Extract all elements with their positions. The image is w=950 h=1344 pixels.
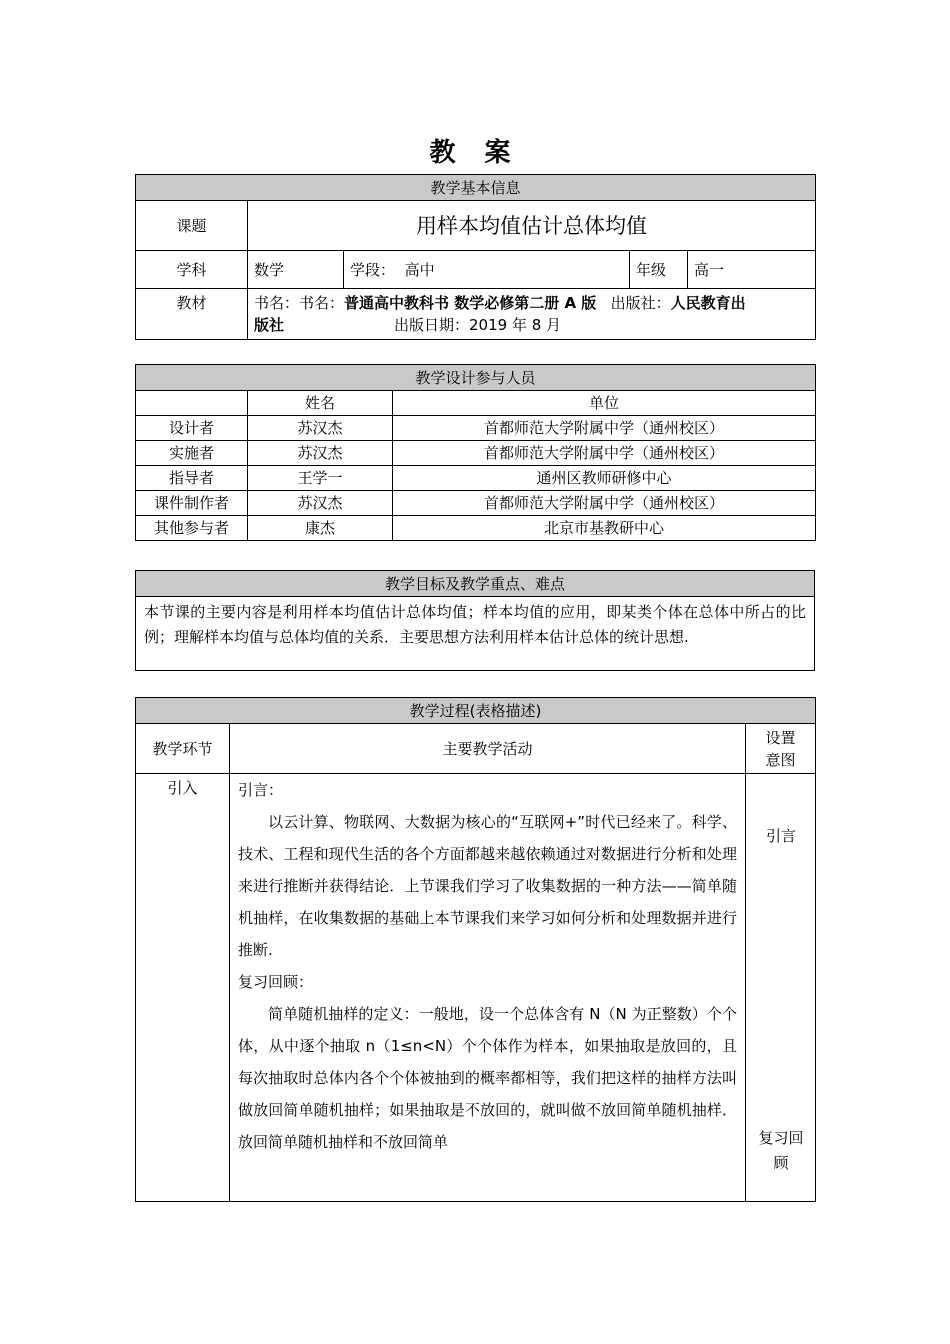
table-row [136, 441, 816, 466]
stage-value: 高中 [404, 260, 435, 279]
pub-date: 出版日期：2019 年 8 月 [394, 316, 562, 334]
staff-role: 设计者 [136, 416, 248, 441]
staff-unit: 首都师范大学附属中学（通州校区） [393, 416, 816, 441]
intent-intro: 引言 [765, 827, 796, 845]
stage-intro: 引入 [136, 774, 230, 1202]
intent-cell [746, 774, 816, 1202]
material-label: 教材 [136, 289, 248, 340]
goals-table [135, 570, 815, 671]
staff-role: 其他参与者 [136, 516, 248, 541]
material-prefix: 书名：书名： [254, 294, 345, 312]
stage-col-header: 教学环节 [136, 724, 230, 774]
goals-header: 教学目标及教学重点、难点 [136, 571, 815, 597]
staff-name: 苏汉杰 [248, 491, 393, 516]
subject-value: 数学 [248, 251, 344, 289]
staff-unit: 通州区教师研修中心 [393, 466, 816, 491]
activity-cell [230, 774, 746, 1202]
basic-info-table [135, 174, 816, 340]
activity-col-header: 主要教学活动 [230, 724, 746, 774]
staff-name: 康杰 [248, 516, 393, 541]
staff-name: 王学一 [248, 466, 393, 491]
staff-role-header [136, 391, 248, 416]
staff-header: 教学设计参与人员 [136, 365, 816, 391]
staff-name: 苏汉杰 [248, 441, 393, 466]
staff-unit: 北京市基教研中心 [393, 516, 816, 541]
review-label: 复习回顾： [238, 973, 314, 991]
grade-label: 年级 [630, 251, 688, 289]
topic-label: 课题 [136, 201, 248, 251]
document-title: 教 案 [429, 138, 521, 168]
process-table [135, 697, 816, 1202]
publisher-value-2: 版社 [254, 316, 285, 334]
staff-unit: 首都师范大学附属中学（通州校区） [393, 441, 816, 466]
table-row [136, 466, 816, 491]
goals-text: 本节课的主要内容是利用样本均值估计总体均值；样本均值的应用，即某类个体在总体中所占的比例；理解样本均值与总体均值的关系．主要思想方法利用样本估计总体的统计思想. [136, 597, 815, 671]
staff-table [135, 364, 816, 541]
staff-name: 苏汉杰 [248, 416, 393, 441]
publisher-label: 出版社： [610, 294, 671, 312]
staff-role: 指导者 [136, 466, 248, 491]
staff-unit-header: 单位 [393, 391, 816, 416]
intent-col-header: 设置意图 [746, 724, 816, 774]
table-row [136, 416, 816, 441]
material-value [248, 289, 816, 340]
review-text: 简单随机抽样的定义：一般地，设一个总体含有 N（N 为正整数）个个体，从中逐个抽取 n（1≤n<N）个个体作为样本，如果抽取是放回的，且每次抽取时总体内各个个体被抽到的概率都相等，我们把这样的抽样方法叫做放回简单随机抽样；如果抽取是不放回的，就叫做不放回简单随机抽样．放回简单随机抽样和不放回简单 [238, 1005, 737, 1151]
process-header: 教学过程(表格描述) [136, 698, 816, 724]
intent-review: 复习回顾 [758, 1129, 804, 1172]
basic-info-header: 教学基本信息 [136, 175, 816, 201]
intro-text: 以云计算、物联网、大数据为核心的“互联网+”时代已经来了。科学、技术、工程和现代生活的各个方面都越来越依赖通过对数据进行分析和处理来进行推断并获得结论．上节课我们学习了收集数据的一种方法——简单随机抽样，在收集数据的基础上本节课我们来学习如何分析和处理数据并进行推断. [238, 813, 737, 959]
staff-unit: 首都师范大学附属中学（通州校区） [393, 491, 816, 516]
stage-cell [344, 251, 630, 289]
staff-role: 实施者 [136, 441, 248, 466]
grade-value: 高一 [688, 251, 816, 289]
table-row [136, 491, 816, 516]
subject-label: 学科 [136, 251, 248, 289]
material-book: 普通高中教科书 数学必修第二册 A 版 [344, 294, 597, 312]
staff-role: 课件制作者 [136, 491, 248, 516]
table-row [136, 516, 816, 541]
topic-value: 用样本均值估计总体均值 [248, 201, 816, 251]
staff-name-header: 姓名 [248, 391, 393, 416]
publisher-value-1: 人民教育出 [670, 294, 746, 312]
intro-label: 引言： [238, 781, 284, 799]
stage-label: 学段： [350, 260, 396, 279]
